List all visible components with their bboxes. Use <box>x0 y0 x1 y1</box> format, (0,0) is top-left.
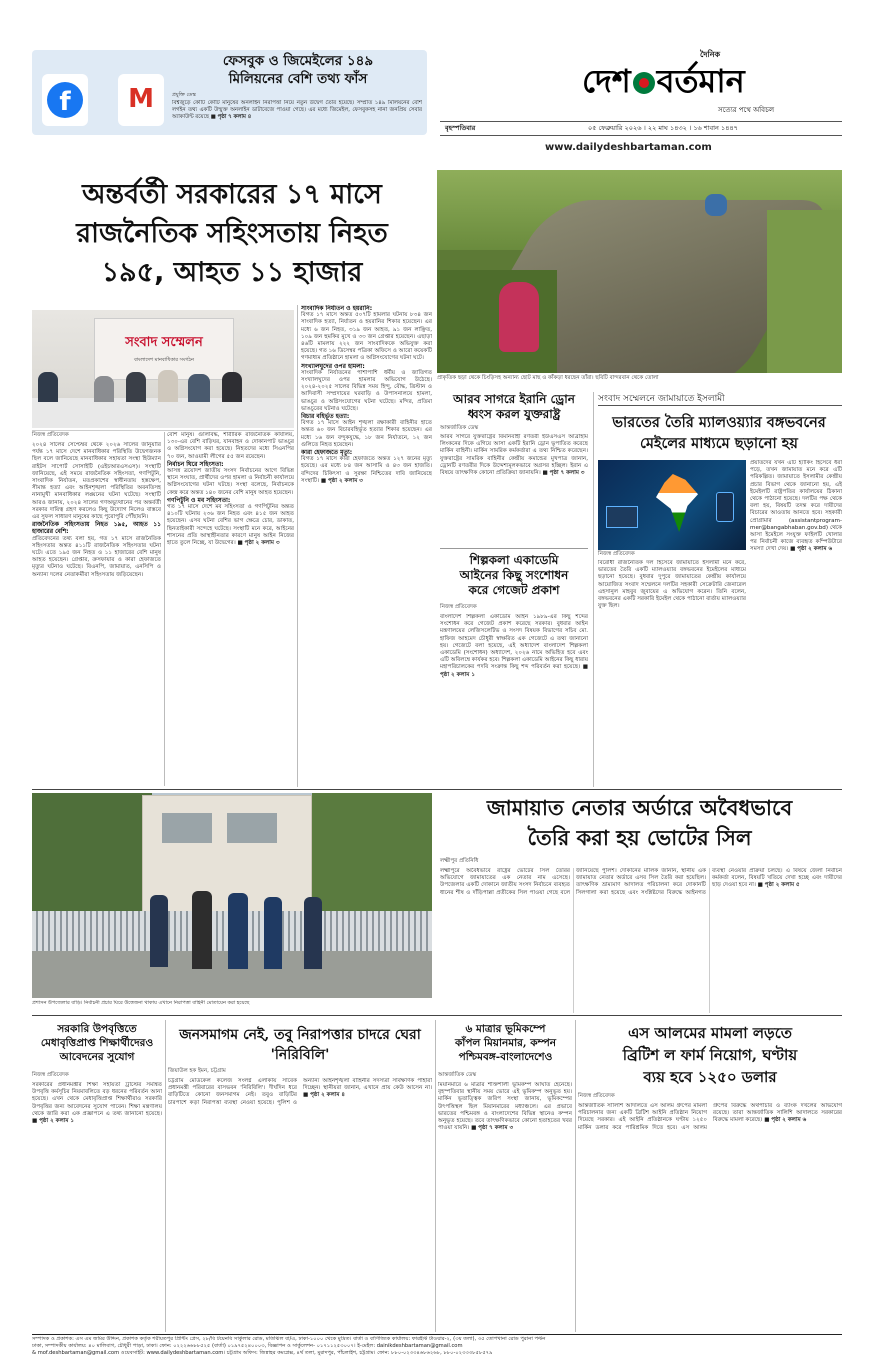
stipend-headline[interactable] <box>32 1022 162 1064</box>
gmail-letter: M <box>128 84 154 114</box>
date-text: ০৫ ফেব্রুয়ারি ২০২৬ । ২২ মাঘ ১৪৩২ । ১৬ শাবান ১৪৪৭ <box>588 124 738 132</box>
iran-headline[interactable] <box>440 392 588 422</box>
footer <box>32 1336 842 1358</box>
police-officer <box>264 897 282 969</box>
malware-body-left: বিরোধী রাজনৈতিক দল হিসেবে জামায়াতে ইসলামী মনে করে, ভারতের তৈরি একটি ম্যালওয়্যার বঙ্গভবনের ইমেইলের মাধ্যমে ছড়ানো হয়েছে। বুধবার দুপুরে জামায়াতের কেন্দ্রীয় কার্যালয়ে আয়োজিত সংবাদ সম্মেলনে দলটির সহকারী সেক্রেটারি জেনারেল এহসানুল মাহবুব জুবায়ের এ অভিযোগ করেন। তিনি বলেন, বঙ্গভবনের একটি সরকারি ইমেইল থেকে পাঠানো বার্তায় ম্যালওয়্যার যুক্ত ছিল। <box>598 560 746 610</box>
shilpakala-headline-l2: আইনের কিছু সংশোধন <box>459 568 569 582</box>
banner-text: সংবাদ সম্মেলন <box>125 335 203 350</box>
gmail-icon <box>118 74 164 126</box>
quake-headline-l1: ৬ মাত্রার ভূমিকম্পে <box>465 1023 546 1035</box>
phone <box>716 492 734 522</box>
malware-headline-l1: ভারতের তৈরি ম্যালওয়্যার বঙ্গভবনের <box>612 414 826 431</box>
seal-headline-l1: জামায়াত নেতার অর্ডারে অবৈধভাবে <box>486 795 793 820</box>
seal-headline[interactable] <box>437 793 842 853</box>
banner-subtext: বাংলাদেশ মানবাধিকার সংগঠন <box>133 357 195 363</box>
person <box>158 370 178 402</box>
alam-headline-l3: ব্যয় হবে ১২৫০ ডলার <box>643 1068 777 1086</box>
malware-credit: নিজস্ব প্রতিবেদক <box>598 551 635 557</box>
promo-credit: প্রযুক্তি ডেস্ক <box>172 92 196 98</box>
masthead-name-right: বর্তমান <box>656 62 745 100</box>
shilpakala-headline[interactable] <box>440 553 588 598</box>
date-day: বৃহস্পতিবার <box>445 124 476 132</box>
lead-body-col3: সাংবাদিক নির্যাতন ও হয়রানি: বিগত ১৭ মাসে অন্তত ৫০৭টি হামলার ঘটনায় ৮৩৪ জন সাংবাদিক হত্যা, নির্যাতন ও হয়রানির শিকার হয়েছেন। এর মধ্যে ৬ জন নিহত, ৩১৯ জন আহত, ৯১ জন লাঞ্ছিত, ১০৯ জন হুমকির মুখে ও ৩৩ জন গ্রেপ্তার হয়েছেন। এছাড়া ৪৬টি মামলায় ২২২ জন সাংবাদিককে অভিযুক্ত করা হয়েছে। গত ১৬ ডিসেম্বর পত্রিকা অফিসে ও আরো কয়েকটি গণমাধ্যম প্রতিষ্ঠানে হামলা ও অগ্নিসংযোগের ঘটনা ঘটে। সংখ্যালঘুদের ওপর হামলা: সাংবাদিক নির্যাতনের পাশাপাশি ধর্মীয় ও জাতিগত সংখ্যালঘুদের ওপর হামলার অভিযোগ উঠেছে। ২০২৪-২০২৫ সালের বিভিন্ন সময় হিন্দু, বৌদ্ধ, খ্রিস্টান ও আদিবাসী সম্প্রদায়ের ঘরবাড়ি ও উপাসনালয়ে হামলা, ভাঙচুর ও অগ্নিসংযোগের ঘটনা ঘটেছে। মন্দির, প্রতিমা ভাঙচুরের ঘটনাও ঘটেছে। বিচার বহির্ভূত হত্যা: বিগত ১৭ মাসে আইন শৃঙ্খলা রক্ষাকারী বাহিনীর হাতে অন্তত ৬০ জন বিচারবহির্ভূত হত্যার শিকার হয়েছেন। এর মধ্যে ১৬ জন বন্দুকযুদ্ধে, ১৮ জন নির্যাতনে, ১২ জন গুলিতে নিহত হয়েছেন। কারা হেফাজতে মৃত্যু: বিগত ১৭ মাসে কারা হেফাজতে অন্তত ১২৭ জনের মৃত্যু হয়েছে। এর মধ্যে ৮৪ জন আসামি ও ৪৩ জন হাজতি। বন্দিদের চিকিৎসা ও সুরক্ষা নিশ্চিতের দাবি জানিয়েছে সংস্থাটি। ■ পৃষ্ঠা ২ কলাম ৩ <box>301 305 432 484</box>
stipend-headline-l3: আবেদনের সুযোগ <box>59 1051 135 1063</box>
shilpakala-headline-l1: শিল্পকলা একাডেমি <box>469 553 559 567</box>
seal-credit: লক্ষ্মীপুর প্রতিনিধি <box>440 858 479 864</box>
alam-body: আন্তর্জাতিক সালিশি আদালতে এস আলম গ্রুপের মামলা পরিচালনার জন্য একটি ব্রিটিশ আইনি প্রতিষ্ঠান নিয়োগ দিয়েছে সরকার। এই আইনি প্রতিষ্ঠানকে ঘণ্টায় ১২৫০ মার্কিন ডলার করে পারিশ্রমিক দিতে হবে। এস আলম গ্রুপের বিরুদ্ধে অর্থপাচার ও ব্যাংক দখলের অভিযোগ রয়েছে। তারা আন্তর্জাতিক সালিশি আদালতে সরকারের বিরুদ্ধে মামলা করেছে। ■ পৃষ্ঠা ২ কলাম ৬ <box>578 1103 842 1131</box>
photo-caption: প্রাকৃতিক ছড়া থেকে চিংড়িসহ অন্যান্য ছোট মাছ ও কাঁকড়া ধরছেন তাঁরা। ছবিটি বান্দরবান থেকে তোলা <box>437 375 659 381</box>
laptop <box>606 506 638 528</box>
malware-headline[interactable] <box>596 412 842 454</box>
promo-text: বিশ্বজুড়ে কোটি কোটি মানুষের অনলাইন নিরাপত্তা নিয়ে নতুন উদ্বেগ তৈরি হয়েছে। সম্প্রতি ১৪৯ মিলিয়নের বেশি লগইন তথ্য একটি উন্মুক্ত অনলাইন ডাটাবেজে পাওয়া গেছে। এর মধ্যে জিমেইল, ফেসবুকসহ নানা জনপ্রিয় সেবার অ্যাকাউন্ট রয়েছে ■ পৃষ্ঠা ৭ কলাম ৪ <box>172 100 422 120</box>
flag-emblem-icon <box>633 72 655 94</box>
police-officer <box>228 893 248 969</box>
footer-line-3: & mof.deshbartaman@gmail.com ওয়েবসাইট: www.dailydeshbartaman.com। চট্টগ্রাম অফিস: জিন্নাহর কমপ্লেক্স, ৪র্থ তলা, মুরাদপুর, পাঁচলাইশ, চট্টগ্রাম। ফোন: ৮৮০-০২৩৩৪৬৮৬২৬৮, ৮৮০-০২৩৩৩৮৫৮৫৭৯ <box>32 1350 493 1357</box>
table <box>32 398 294 428</box>
lead-headline[interactable] <box>32 175 432 292</box>
police-officer <box>304 897 322 969</box>
lead-credit: নিজস্ব প্রতিবেদক <box>32 432 69 438</box>
date-bar <box>440 121 842 136</box>
stipend-headline-l1: সরকারি উপবৃত্তিতে <box>57 1023 137 1035</box>
website-link[interactable]: www.dailydeshbartaman.com <box>545 142 712 153</box>
promo-title[interactable] <box>178 52 418 88</box>
quake-headline-l2: কাঁপল মিয়ানমার, কম্পন <box>454 1037 557 1049</box>
alam-credit: নিজস্ব প্রতিবেদক <box>578 1093 615 1099</box>
person <box>188 374 210 402</box>
lead-headline-l2: রাজনৈতিক সহিংসতায় নিহত <box>76 218 388 249</box>
alam-headline-l2: ব্রিটিশ ল ফার্ম নিয়োগ, ঘণ্টায় <box>622 1046 798 1064</box>
quake-credit: আন্তর্জাতিক ডেস্ক <box>438 1072 477 1078</box>
police-photo <box>32 793 432 998</box>
malware-headline-l2: মেইলের মাধ্যমে ছড়ানো হয় <box>640 435 798 452</box>
iran-credit: আন্তর্জাতিক ডেস্ক <box>440 425 479 431</box>
shilpakala-credit: নিজস্ব প্রতিবেদক <box>440 604 477 610</box>
lead-body-col1: ২০২৪ সালের সেপ্টেম্বর থেকে ২০২৬ সালের জানুয়ারি পর্যন্ত ১৭ মাসে দেশে মানবাধিকার পরিস্থিতি উদ্বেগজনক ছিল বলে জানিয়েছে মানবাধিকার সহায়তা সংস্থা হিউম্যান রাইটস সাপোর্ট সোসাইটি (এইচআরএসএস)। সংস্থাটি জানিয়েছে, এই সময়ে রাজনৈতিক সহিংসতা, গণপিটুনি, সাংবাদিক নির্যাতন, মতপ্রকাশের স্বাধীনতায় হস্তক্ষেপ, সীমান্ত হত্যা এবং আইনশৃঙ্খলা পরিস্থিতির অবনতিসহ নানামুখী মানবাধিকার লঙ্ঘনের ঘটনা ঘটেছে। সংস্থাটি আরও জানায়, ২০২৪ সালের গণঅভ্যুত্থানের পর অন্তর্বর্তী সরকার দায়িত্ব গ্রহণ করলেও কিছু উদ্যোগ নিলেও বাস্তবে এর সুফল সাধারণ মানুষের কাছে পুরোপুরি পৌঁছায়নি। রাজনৈতিক সহিংসতায় নিহত ১৯৫, আহত ১১ হাজারের বেশি: প্রতিবেদনের তথ্য বলা হয়, গত ১৭ মাসে রাজনৈতিক সহিংসতার অন্তত ৪১১টি রাজনৈতিক সহিংসতার ঘটনা ঘটে। এতে ১৯৫ জন নিহত ও ১১ হাজারের বেশি মানুষ আহত হয়েছেন। গ্রেপ্তার, ক্রসফায়ার ও কারা হেফাজতে মৃত্যুর ঘটনাও ঘটেছে। বিএনপি, জামায়াত, এনসিপি ও অন্যান্য দলের নেতাকর্মীরা সহিংসতায় জড়িয়েছেন। <box>32 442 161 578</box>
person <box>499 282 539 352</box>
quake-body: মিয়ানমারে ৬ মাত্রার শক্তিশালী ভূমিকম্প আঘাত হেনেছে। বৃহস্পতিবার স্থানীয় সময় ভোরে এই ভূমিকম্প অনুভূত হয়। মার্কিন ভূতাত্ত্বিক জরিপ সংস্থা জানায়, ভূমিকম্পের উৎপত্তিস্থল ছিল মিয়ানমারের মধ্যাঞ্চলে। এর প্রভাবে ভারতের পশ্চিমবঙ্গ ও বাংলাদেশের বিভিন্ন স্থানেও কম্পন অনুভূত হয়েছে। তবে তাৎক্ষণিকভাবে কোনো হতাহতের খবর পাওয়া যায়নি। ■ পৃষ্ঠা ৭ কলাম ৩ <box>438 1082 572 1132</box>
masthead-logo[interactable] <box>582 60 842 102</box>
facebook-letter: f <box>47 82 83 118</box>
india-map <box>656 474 698 532</box>
quake-headline-l3: পশ্চিমবঙ্গ-বাংলাদেশেও <box>458 1051 553 1063</box>
police-officer <box>150 895 168 967</box>
niribili-credit: জিয়াউল হক ইমন, চট্টগ্রাম <box>168 1068 226 1074</box>
press-conference-photo <box>32 310 294 428</box>
promo-title-l1: ফেসবুক ও জিমেইলের ১৪৯ <box>222 53 374 69</box>
lead-body-col2: বেশি মানুষ। গুলিবিদ্ধ, শারীরিক রাজনৈতিক কার্যালয়, ১৩০-এর বেশি বাড়িঘর, যানবাহন ও দোকানপাট ভাঙচুর ও অগ্নিসংযোগ করা হয়েছে। নিহতদের মধ্যে সিএনপির ৭০ জন, আওয়ামী লীগের ৫৫ জন রয়েছেন। নির্বাচন ঘিরে সহিংসতা: আসন্ন ত্রয়োদশ জাতীয় সংসদ নির্বাচনের আগে বিভিন্ন স্থানে সংঘাত, প্রার্থীদের ওপর হামলা ও নির্বাচনী কার্যালয়ে অগ্নিসংযোগের ঘটনা ঘটছে। সংস্থা বলেছে, নির্বাচনকে কেন্দ্র করে অন্তত ১৪০ জনের বেশি মানুষ আহত হয়েছেন। গণপিটুনি ও মব সহিংসতা: গত ১৭ মাসে দেশে মব সহিংসতা ও গণপিটুনির অন্তত ৪১০টি ঘটনায় ২৩৬ জন নিহত এবং ৪১৫ জন আহত হয়েছেন। এসব ঘটনা বেশির ভাগ ক্ষেত্রে চোর, ডাকাত, ছিনতাইকারী সন্দেহে ঘটেছে। সংস্থাটি মনে করে, আইনের শাসনের প্রতি আস্থাহীনতার কারণে মানুষ আইন নিজের হাতে তুলে নিচ্ছে, যা উদ্বেগের। ■ পৃষ্ঠা ২ কলাম ৩ <box>167 432 294 547</box>
seal-headline-l2: তৈরি করা হয় ভোটের সিল <box>527 825 752 850</box>
masthead-kicker: দৈনিক <box>700 50 721 59</box>
masthead-name-left: দেশ <box>582 62 631 100</box>
promo-title-l2: মিলিয়নের বেশি তথ্য ফাঁস <box>228 71 368 87</box>
quake-headline[interactable] <box>438 1022 573 1064</box>
malware-graphic <box>598 460 746 550</box>
malware-kicker: সংবাদ সম্মেলনে জামায়াতে ইসলামী <box>598 394 725 404</box>
alam-headline-l1: এস আলমের মামলা লড়তে <box>628 1024 792 1042</box>
stipend-credit: নিজস্ব প্রতিবেদক <box>32 1072 69 1078</box>
person <box>126 372 146 402</box>
police-caption: প্রশাসন উপজেলার বাড়ি। নির্বাচনী প্রচার ঘিরে উত্তেজনা থাকায় এখানে নিরাপত্তা বাহিনী মোতায়েন করা হয়েছে <box>32 1000 250 1006</box>
lead-headline-l1: অন্তর্বর্তী সরকারের ১৭ মাসে <box>82 179 382 210</box>
iran-headline-l1: আরব সাগরে ইরানি ড্রোন <box>453 392 575 406</box>
malware-body-right: প্রয়াতদের যখন এটি হ্যাকিং হিসেবে ধরা পড়ে, তখন জামায়াত মনে করে এটি পরিকল্পিত। জামায়াতে ইসলামীর কেন্দ্রীয় প্রচার বিভাগ থেকে জানানো হয়, এই ইমেইলটি রাষ্ট্রপতির কার্যালয়ের ঠিকানা থেকে পাঠানো হয়েছে। দলটির পক্ষ থেকে বলা হয়, বিষয়টি তদন্ত করে দায়ীদের বিচারের আওতায় আনতে হবে। সহকারী প্রোগ্রামার (assistantprogram-mer@bangabhaban.gov.bd) থেকে আসা ইমেইলে সংযুক্ত ফাইলটি খোলার পর নির্বাচনী কাজে ব্যবহৃত কম্পিউটারে সমস্যা দেখা দেয়। ■ পৃষ্ঠা ২ কলাম ৬ <box>750 460 842 553</box>
person <box>705 194 727 216</box>
shilpakala-body: বাংলাদেশ শিল্পকলা একাডেমি আইন ১৯৮৯-এর কিছু শব্দের সংশোধন করে গেজেট প্রকাশ করেছে সরকার। বুধবার আইন মন্ত্রণালয়ের লেজিসলেটিভ ও সংসদ বিষয়ক বিভাগের সচিব মো. হাফিজ আহমেদ চৌধুরী স্বাক্ষরিত এক গেজেটে এ তথ্য জানানো হয়। গেজেটে বলা হয়েছে, এই অধ্যাদেশ বাংলাদেশ শিল্পকলা একাডেমি (সংশোধন) অধ্যাদেশ, ২০২৬ নামে অভিহিত হবে এবং এটি অবিলম্বে কার্যকর হবে। শিল্পকলা একাডেমি আইনের কিছু ধারায় মহাপরিচালকের পদবি সংক্রান্ত কিছু শব্দ পরিবর্তন করা হয়েছে। ■ পৃষ্ঠা ২ কলাম ১ <box>440 614 588 678</box>
stipend-body: সরকারের প্রধানমন্ত্রীর শিক্ষা সহায়তা ট্রাস্টের সমন্বিত উপবৃত্তি কর্মসূচির নিয়মাবলিতে বড় ধরনের পরিবর্তন আনা হয়েছে। এখন থেকে মেধাবৃত্তিপ্রাপ্ত শিক্ষার্থীরাও সরকারি উপবৃত্তির জন্য আবেদনের সুযোগ পাবেন। শিক্ষা মন্ত্রণালয় থেকে জারি করা এক প্রজ্ঞাপনে এ তথ্য জানানো হয়েছে। ■ পৃষ্ঠা ২ কলাম ১ <box>32 1082 162 1125</box>
masthead-tagline: সত্যের পথে অবিচল <box>718 106 775 114</box>
lead-headline-l3: ১৯৫, আহত ১১ হাজার <box>101 257 363 288</box>
seal-body: লক্ষ্মীপুরে অবৈধভাবে রাষ্ট্রের ভোটের সিল তৈরির অভিযোগে জামায়াতের এক নেতার নাম এসেছে। উপজেলার একটি দোকানে জাতীয় সংসদ নির্বাচনে ব্যবহৃত ধানের শীষ ও দাঁড়িপাল্লা প্রতীকের সিল পাওয়া গেছে বলে জানিয়েছে পুলিশ। দোকানের মালিক জানান, স্থানীয় এক জামায়াত নেতার অর্ডারে এসব সিল তৈরি করা হয়েছিল। তাৎক্ষণিক ভ্রাম্যমাণ আদালত পরিচালনা করে দোকানটি সিলগালা করা হয়েছে এবং সংশ্লিষ্টদের বিরুদ্ধে আইনগত ব্যবস্থা নেওয়ার প্রক্রিয়া চলছে। এ বিষয়ে জেলা নির্বাচন কর্মকর্তা বলেন, বিষয়টি খতিয়ে দেখা হচ্ছে এবং দায়ীদের ছাড় দেওয়া হবে না। ■ পৃষ্ঠা ২ কলাম ৫ <box>440 868 842 896</box>
person <box>38 372 58 402</box>
stream-photo <box>437 170 842 373</box>
stipend-headline-l2: মেধাবৃত্তিপ্রাপ্ত শিক্ষার্থীদেরও <box>40 1037 154 1049</box>
footer-line-2: ঢাকা, সম্পাদকীয় কার্যালয়: ৪০ মালিবাগ, চৌধুরী পাড়া, ঢাকা। ফোন: ০২২২৬৬৮৮৫২৫ (বার্তা) ০১৯৭৫২৪০০০৩, বিজ্ঞাপন ও সার্কুলেশন- ০১৭১১২৫৩০০৭। ই-মেইল: dainikdeshbartaman@gmail.com <box>32 1343 463 1350</box>
facebook-icon <box>42 74 88 126</box>
niribili-headline[interactable]: জনসমাগম নেই, তবু নিরাপত্তার চাদরে ঘেরা 'নিরিবিলি' <box>179 1027 421 1063</box>
person <box>222 372 242 402</box>
shilpakala-headline-l3: করে গেজেট প্রকাশ <box>468 583 560 597</box>
alam-headline[interactable] <box>578 1022 842 1088</box>
iran-headline-l2: ধ্বংস করল যুক্তরাষ্ট্র <box>467 407 561 421</box>
iran-body: আরব সাগরে যুক্তরাষ্ট্রের বিমানবাহী রণতরী ইউএসএস আব্রাহাম লিংকনের দিকে এগিয়ে আসা একটি ইরানি ড্রোন ভূপাতিত করেছে মার্কিন বাহিনী। মার্কিন সামরিক কর্মকর্তারা এ তথ্য নিশ্চিত করেছেন। যুক্তরাষ্ট্রের সামরিক বাহিনীর কেন্দ্রীয় কমান্ডের মুখপাত্র জানান, ড্রোনটি রণতরীর দিকে উদ্দেশ্যমূলকভাবে অগ্রসর হচ্ছিল। ইরান এ বিষয়ে তাৎক্ষণিক কোনো প্রতিক্রিয়া জানায়নি। ■ পৃষ্ঠা ৭ কলাম ৩ <box>440 434 588 477</box>
police-officer <box>192 891 212 969</box>
person <box>94 376 114 402</box>
niribili-body: চট্টগ্রাম মেডিকেল কলেজ সংলগ্ন এলাকায় সাবেক প্রধানমন্ত্রী পরিবারের বাসভবন 'নিরিবিলি'। দীর্ঘদিন ধরে বাড়িটিতে কোনো জনসমাগম নেই। তবুও বাড়িটির চারপাশে কড়া নিরাপত্তা ব্যবস্থা নেওয়া হয়েছে। পুলিশ ও অন্যান্য আইনশৃঙ্খলা বাহিনীর সদস্যরা সার্বক্ষণিক পাহারা দিচ্ছেন। স্থানীয়রা জানান, এখানে প্রায় কেউ আসেন না। ■ পৃষ্ঠা ২ কলাম ৪ <box>168 1078 432 1106</box>
footer-line-1: সম্পাদক ও প্রকাশক: এস এম জমির উদ্দিন, প্রকাশক কর্তৃক শরীয়তপুর প্রিন্টিং প্রেস, ২৮/বি টয়েনবি সার্কুলার রোড, মতিঝিল বা/এ, ঢাকা-১০০০ থেকে মুদ্রিত। বার্তা ও বাণিজ্যিক কার্যালয়: ফারইস্ট টাওয়ার-২, (৩য় তলা), ৩৫ তোপখানা রোড পুরানা পল্টন <box>32 1336 546 1342</box>
